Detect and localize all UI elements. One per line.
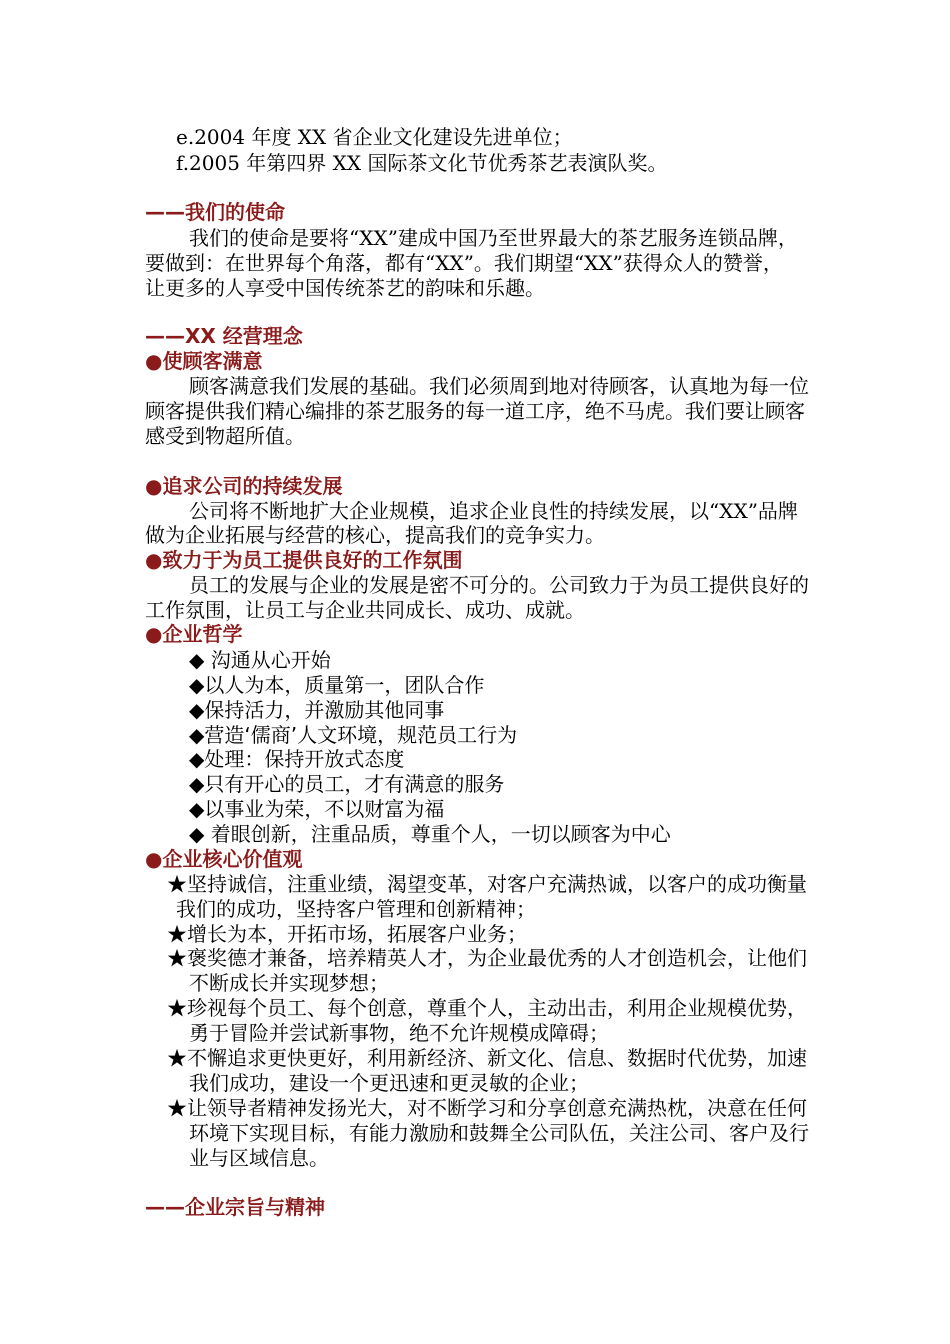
staff-text: 员工的发展与企业的发展是密不可分的。公司致力于为员工提供良好的 [189,573,809,597]
core-value-line: ★让领导者精神发扬光大，对不断学习和分享创意充满热枕，决意在任何 [167,1096,807,1120]
staff-text: 工作氛围，让员工与企业共同成长、成功、成就。 [145,598,585,622]
core-values-heading: ●企业核心价值观 [145,847,303,871]
core-value-line: ★不懈追求更快更好，利用新经济、新文化、信息、数据时代优势，加速 [167,1046,807,1070]
mission-text: 我们的使命是要将“XX”建成中国乃至世界最大的茶艺服务连锁品牌， [189,226,798,250]
philosophy-item: ◆ 着眼创新，注重品质，尊重个人，一切以顾客为中心 [189,822,671,846]
philosophy-item: ◆只有开心的员工，才有满意的服务 [189,772,505,796]
core-value-line: 勇于冒险并尝试新事物，绝不允许规模成障碍； [189,1021,609,1045]
core-value-line: ★坚持诚信，注重业绩，渴望变革，对客户充满热诚，以客户的成功衡量 [167,872,807,896]
award-line: f.2005 年第四界 XX 国际茶文化节优秀茶艺表演队奖。 [176,151,668,175]
mission-text: 要做到：在世界每个角落，都有“XX”。我们期望“XX”获得众人的赞誉， [145,251,783,275]
customer-heading: ●使顾客满意 [145,349,263,373]
core-value-line: 不断成长并实现梦想； [189,971,389,995]
philosophy-item: ◆处理：保持开放式态度 [189,747,405,771]
growth-text: 公司将不断地扩大企业规模，追求企业良性的持续发展，以“XX”品牌 [189,499,798,523]
philosophy-item: ◆以事业为荣，不以财富为福 [189,797,445,821]
philosophy-item: ◆ 沟通从心开始 [189,648,331,672]
philosophy-item: ◆营造‘儒商’人文环境，规范员工行为 [189,723,518,747]
mission-heading: ——我们的使命 [145,200,285,224]
core-value-line: ★增长为本，开拓市场，拓展客户业务； [167,922,527,946]
mission-text: 让更多的人享受中国传统茶艺的韵味和乐趣。 [145,276,545,300]
philosophy-heading: ——XX 经营理念 [145,324,303,348]
core-value-line: 业与区域信息。 [189,1146,329,1170]
corp-philosophy-heading: ●企业哲学 [145,622,243,646]
award-line: e.2004 年度 XX 省企业文化建设先进单位； [176,125,573,149]
spirit-heading: ——企业宗旨与精神 [145,1195,325,1219]
customer-text: 顾客提供我们精心编排的茶艺服务的每一道工序，绝不马虎。我们要让顾客 [145,399,805,423]
core-value-line: ★褒奖德才兼备，培养精英人才，为企业最优秀的人才创造机会，让他们 [167,946,807,970]
core-value-line: 我们的成功，坚持客户管理和创新精神； [176,897,536,921]
core-value-line: 环境下实现目标，有能力激励和鼓舞全公司队伍，关注公司、客户及行 [189,1121,809,1145]
growth-heading: ●追求公司的持续发展 [145,474,343,498]
growth-text: 做为企业拓展与经营的核心，提高我们的竞争实力。 [145,523,605,547]
core-value-line: 我们成功，建设一个更迅速和更灵敏的企业； [189,1071,589,1095]
customer-text: 顾客满意我们发展的基础。我们必须周到地对待顾客，认真地为每一位 [189,374,809,398]
core-value-line: ★珍视每个员工、每个创意，尊重个人，主动出击，利用企业规模优势， [167,996,807,1020]
philosophy-item: ◆保持活力，并激励其他同事 [189,698,445,722]
staff-heading: ●致力于为员工提供良好的工作氛围 [145,548,463,572]
customer-text: 感受到物超所值。 [145,424,305,448]
philosophy-item: ◆以人为本，质量第一，团队合作 [189,673,485,697]
